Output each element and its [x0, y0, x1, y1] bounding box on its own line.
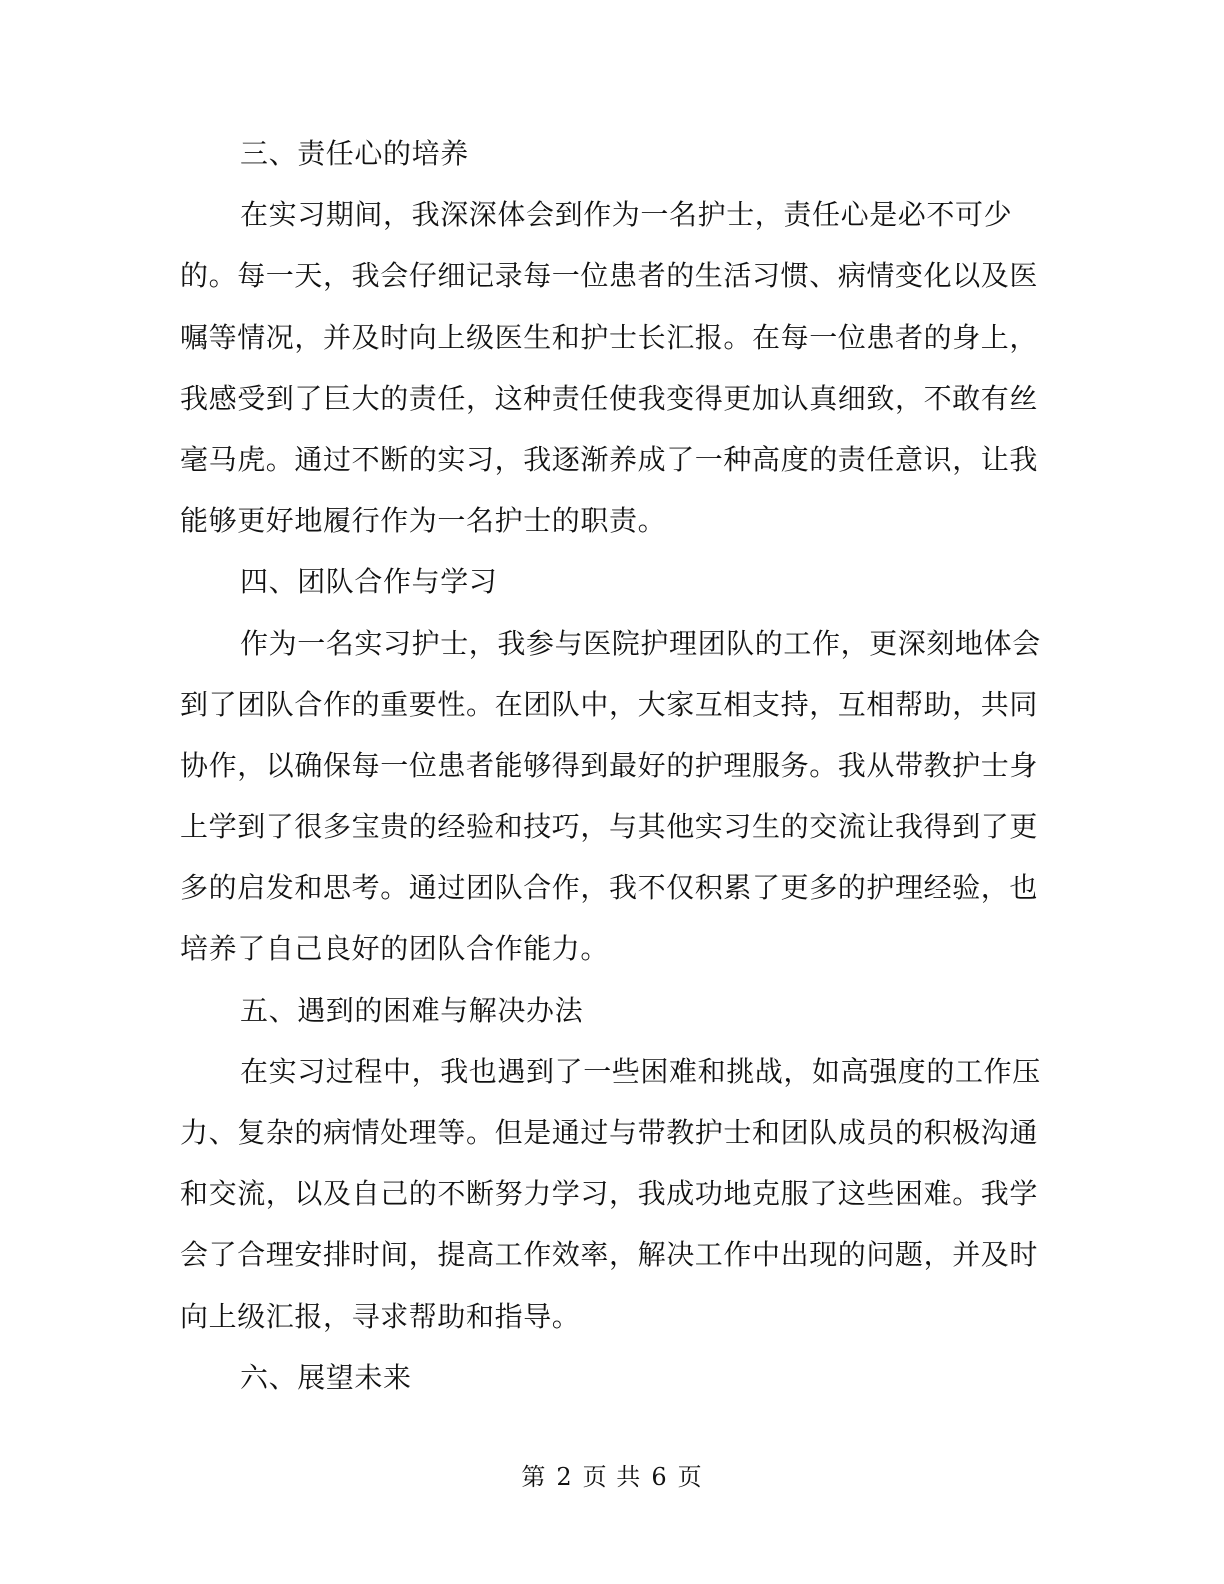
paragraph-line: 在实习过程中，我也遇到了一些困难和挑战，如高强度的工作压: [240, 1054, 1041, 1088]
section-heading: 四、团队合作与学习: [240, 565, 498, 599]
paragraph-line: 向上级汇报，寻求帮助和指导。: [180, 1299, 581, 1333]
section-heading: 五、遇到的困难与解决办法: [240, 993, 584, 1027]
paragraph-line: 多的启发和思考。通过团队合作，我不仅积累了更多的护理经验，也: [180, 871, 1039, 905]
page-label-mid: 页 共: [582, 1463, 642, 1491]
page-footer: [0, 1462, 1224, 1492]
page-number: 2: [556, 1463, 573, 1491]
total-pages: 6: [651, 1463, 668, 1491]
paragraph-line: 到了团队合作的重要性。在团队中，大家互相支持，互相帮助，共同: [180, 687, 1039, 721]
section-heading: 三、责任心的培养: [240, 137, 469, 170]
paragraph-line: 我感受到了巨大的责任，这种责任使我变得更加认真细致，不敢有丝: [180, 381, 1039, 415]
page-label-suffix: 页: [677, 1463, 703, 1491]
document-body: [180, 123, 1041, 1408]
paragraph-line: 作为一名实习护士，我参与医院护理团队的工作，更深刻地体会: [240, 626, 1041, 660]
section-heading: 六、展望未来: [240, 1360, 412, 1394]
paragraph-line: 会了合理安排时间，提高工作效率，解决工作中出现的问题，并及时: [180, 1238, 1039, 1272]
paragraph-line: 的。每一天，我会仔细记录每一位患者的生活习惯、病情变化以及医: [180, 259, 1039, 293]
paragraph-line: 上学到了很多宝贵的经验和技巧，与其他实习生的交流让我得到了更: [180, 810, 1039, 844]
paragraph-line: 和交流，以及自己的不断努力学习，我成功地克服了这些困难。我学: [180, 1177, 1039, 1211]
page-label-prefix: 第: [521, 1463, 547, 1491]
paragraph-line: 力、复杂的病情处理等。但是通过与带教护士和团队成员的积极沟通: [180, 1116, 1039, 1149]
paragraph-line: 协作，以确保每一位患者能够得到最好的护理服务。我从带教护士身: [180, 748, 1039, 782]
paragraph-line: 嘱等情况，并及时向上级医生和护士长汇报。在每一位患者的身上，: [180, 320, 1039, 354]
paragraph-line: 培养了自己良好的团队合作能力。: [180, 932, 610, 966]
paragraph-line: 在实习期间，我深深体会到作为一名护士，责任心是必不可少: [240, 198, 1013, 232]
paragraph-line: 毫马虎。通过不断的实习，我逐渐养成了一种高度的责任意识，让我: [180, 442, 1039, 476]
paragraph-line: 能够更好地履行作为一名护士的职责。: [180, 504, 667, 538]
